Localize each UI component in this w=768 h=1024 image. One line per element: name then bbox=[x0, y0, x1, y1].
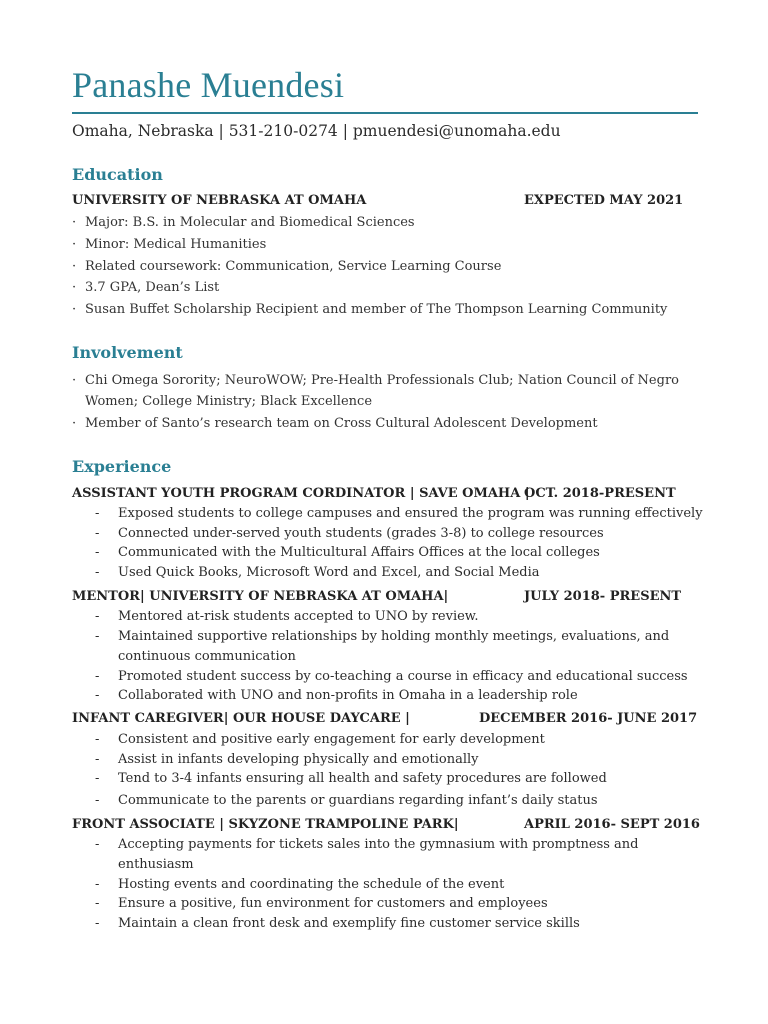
job-header: INFANT CAREGIVER| OUR HOUSE DAYCARE | bbox=[72, 711, 410, 726]
bullet-dash: - bbox=[95, 916, 100, 931]
education-date: EXPECTED MAY 2021 bbox=[524, 193, 684, 208]
job-item-text: continuous communication bbox=[118, 649, 296, 664]
job-item-text: Ensure a positive, fun environment for customers and employees bbox=[118, 896, 548, 911]
bullet-dash: - bbox=[95, 565, 100, 580]
bullet-dash: - bbox=[95, 837, 100, 852]
job-item-text: Communicated with the Multicultural Affairs Offices at the local colleges bbox=[118, 545, 600, 560]
bullet-dash: - bbox=[95, 545, 100, 560]
bullet-dash: - bbox=[95, 877, 100, 892]
bullet-dash: - bbox=[95, 526, 100, 541]
education-item-text: Related coursework: Communication, Service Learning Course bbox=[85, 259, 502, 274]
job-header: MENTOR| UNIVERSITY OF NEBRASKA AT OMAHA| bbox=[72, 589, 449, 604]
job-date: OCT. 2018-PRESENT bbox=[524, 486, 676, 501]
job-item-text: Maintain a clean front desk and exemplify fine customer service skills bbox=[118, 916, 580, 931]
bullet-dash: - bbox=[95, 752, 100, 767]
job-item-text: Connected under-served youth students (grades 3-8) to college resources bbox=[118, 526, 604, 541]
bullet-dash: - bbox=[95, 771, 100, 786]
job-item-text: Consistent and positive early engagement for early development bbox=[118, 732, 545, 747]
job-date: DECEMBER 2016- JUNE 2017 bbox=[479, 711, 698, 726]
bullet-dash: - bbox=[95, 896, 100, 911]
job-item-text: Hosting events and coordinating the schedule of the event bbox=[118, 877, 505, 892]
education-heading: Education bbox=[72, 165, 163, 184]
job-item-text: Collaborated with UNO and non-profits in Omaha in a leadership role bbox=[118, 688, 578, 703]
education-item-text: Minor: Medical Humanities bbox=[85, 237, 267, 252]
job-item-text: Promoted student success by co-teaching a course in efficacy and educational success bbox=[118, 669, 688, 684]
job-item-text: Mentored at-risk students accepted to UNO by review. bbox=[118, 609, 479, 624]
job-item-text: Maintained supportive relationships by holding monthly meetings, evaluations, and bbox=[118, 629, 670, 644]
education-item-text: Major: B.S. in Molecular and Biomedical Sciences bbox=[85, 215, 415, 230]
job-item-text: Exposed students to college campuses and ensured the program was running effectively bbox=[118, 506, 703, 521]
job-date: JULY 2018- PRESENT bbox=[524, 589, 682, 604]
bullet-dot: · bbox=[72, 280, 77, 295]
job-header: FRONT ASSOCIATE | SKYZONE TRAMPOLINE PARK| bbox=[72, 817, 459, 832]
involvement-item-text: Member of Santo’s research team on Cross Cultural Adolescent Development bbox=[85, 416, 598, 431]
bullet-dash: - bbox=[95, 732, 100, 747]
involvement-item-text: Chi Omega Sorority; NeuroWOW; Pre-Health Professionals Club; Nation Council of Negro bbox=[85, 373, 679, 388]
involvement-heading: Involvement bbox=[72, 343, 183, 362]
education-school: UNIVERSITY OF NEBRASKA AT OMAHA bbox=[72, 193, 367, 208]
bullet-dash: - bbox=[95, 688, 100, 703]
header-rule bbox=[72, 112, 698, 114]
bullet-dash: - bbox=[95, 629, 100, 644]
job-date: APRIL 2016- SEPT 2016 bbox=[524, 817, 700, 832]
bullet-dot: · bbox=[72, 373, 77, 388]
job-item-text: Tend to 3-4 infants ensuring all health and safety procedures are followed bbox=[118, 771, 607, 786]
job-item-text: Used Quick Books, Microsoft Word and Excel, and Social Media bbox=[118, 565, 540, 580]
job-item-text: Accepting payments for tickets sales into the gymnasium with promptness and bbox=[118, 837, 639, 852]
bullet-dot: · bbox=[72, 215, 77, 230]
education-item-text: Susan Buffet Scholarship Recipient and member of The Thompson Learning Community bbox=[85, 302, 668, 317]
bullet-dash: - bbox=[95, 609, 100, 624]
contact-line: Omaha, Nebraska | 531-210-0274 | pmuendesi@unomaha.edu bbox=[72, 122, 561, 140]
bullet-dot: · bbox=[72, 237, 77, 252]
job-header: ASSISTANT YOUTH PROGRAM CORDINATOR | SAVE OMAHA | bbox=[72, 486, 530, 501]
job-item-text: enthusiasm bbox=[118, 857, 194, 872]
bullet-dot: · bbox=[72, 302, 77, 317]
experience-heading: Experience bbox=[72, 457, 172, 476]
bullet-dash: - bbox=[95, 506, 100, 521]
bullet-dash: - bbox=[95, 793, 100, 808]
resume-name: Panashe Muendesi bbox=[72, 65, 345, 105]
job-item-text: Communicate to the parents or guardians regarding infant’s daily status bbox=[118, 793, 598, 808]
education-item-text: 3.7 GPA, Dean’s List bbox=[85, 280, 220, 295]
bullet-dash: - bbox=[95, 669, 100, 684]
bullet-dot: · bbox=[72, 259, 77, 274]
involvement-item-text: Women; College Ministry; Black Excellence bbox=[85, 394, 373, 409]
job-item-text: Assist in infants developing physically and emotionally bbox=[118, 752, 479, 767]
bullet-dot: · bbox=[72, 416, 77, 431]
